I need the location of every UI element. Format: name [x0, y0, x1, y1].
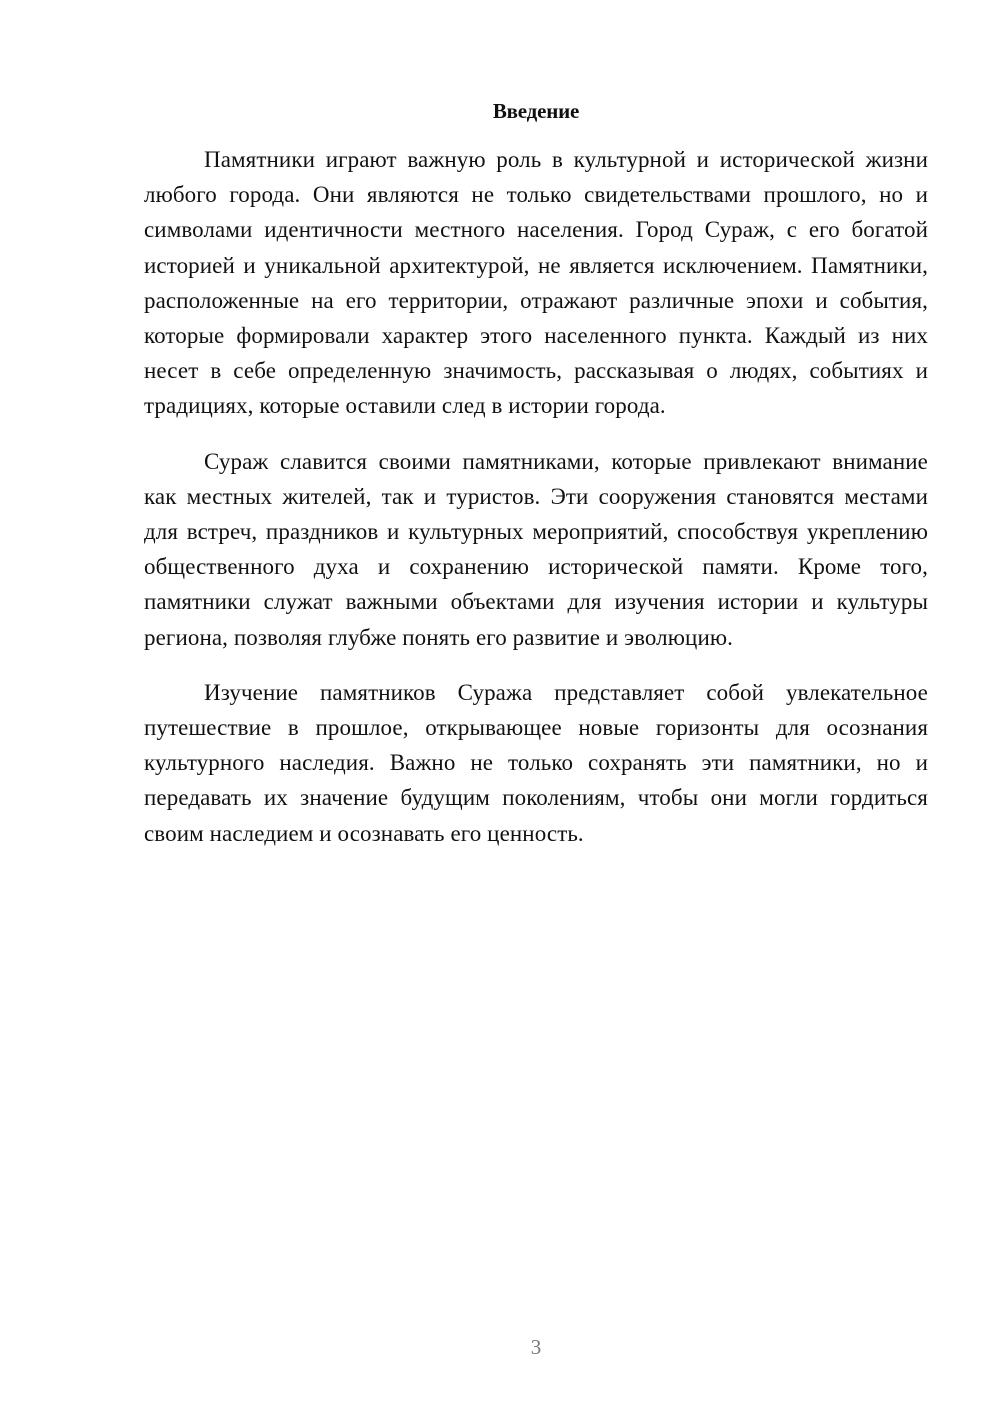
paragraph: Памятники играют важную роль в культурной и исторической жизни любого города. Они являются не только свидетельствами прошлого, но и символами идентичности местного населения. Город Сураж, с его богатой историей и уникальной архитектурой, не является исключением. Памятники, расположенные на его территории, отражают различные эпохи и события, которые формировали характер этого населенного пункта. Каждый из них несет в себе определенную значимость, рассказывая о людях, событиях и традициях, которые оставили след в истории города. — [144, 147, 928, 419]
page-number: 3 — [530, 1335, 542, 1359]
body-text — [144, 142, 928, 851]
section-title: Введение — [492, 99, 580, 123]
paragraph: Сураж славится своими памятниками, которые привлекают внимание как местных жителей, так и туристов. Эти сооружения становятся местами для встреч, праздников и культурных мероприятий, способствуя укреплению общественного духа и сохранению исторической памяти. Кроме того, памятники служат важными объектами для изучения истории и культуры региона, позволяя глубже понять его развитие и эволюцию. — [144, 448, 928, 650]
paragraph: Изучение памятников Суража представляет собой увлекательное путешествие в прошлое, открывающее новые горизонты для осознания культурного наследия. Важно не только сохранять эти памятники, но и передавать их значение будущим поколениям, чтобы они могли гордиться своим наследием и осознавать его ценность. — [144, 679, 928, 846]
